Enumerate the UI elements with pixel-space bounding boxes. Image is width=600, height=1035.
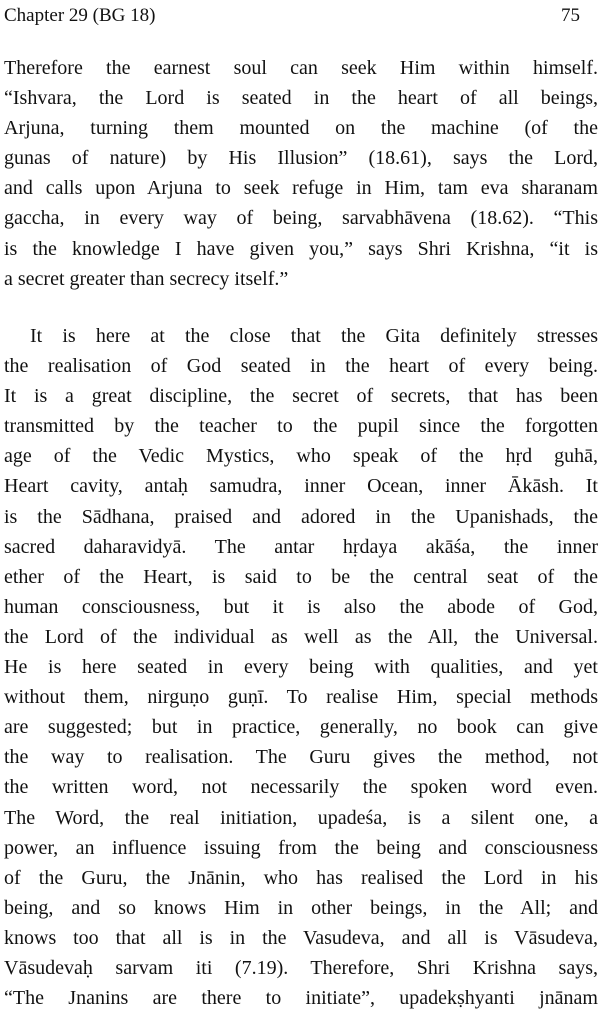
text-line: The Word, the real initiation, upadeśa, is a silent one, a	[4, 806, 598, 829]
text-line: knows too that all is in the Vasudeva, and all is Vāsudeva,	[4, 926, 598, 949]
text-line: power, an influence issuing from the being and consciousness	[4, 836, 598, 859]
page-number: 75	[561, 5, 580, 26]
text-line: Therefore the earnest soul can seek Him within himself.	[4, 57, 598, 79]
text-line: of the Guru, the Jnānin, who has realised the Lord in his	[4, 866, 598, 889]
text-line: It is here at the close that the Gita definitely stresses	[30, 325, 598, 347]
text-line: gunas of nature) by His Illusion” (18.61), says the Lord,	[4, 147, 598, 170]
text-line: human consciousness, but it is also the abode of God,	[4, 595, 598, 618]
text-line: the written word, not necessarily the spoken word even.	[4, 776, 598, 799]
text-line: “The Jnanins are there to initiate”, upadekṣhyanti jnānam	[4, 987, 598, 1010]
text-line: being, and so knows Him in other beings, in the All; and	[4, 896, 598, 919]
text-line: ether of the Heart, is said to be the central seat of the	[4, 565, 598, 588]
text-line: the realisation of God seated in the heart of every being.	[4, 355, 598, 378]
text-line: is the knowledge I have given you,” says Shri Krishna, “it is	[4, 237, 598, 260]
text-line: are suggested; but in practice, generally, no book can give	[4, 716, 598, 739]
text-line: Arjuna, turning them mounted on the machine (of the	[4, 117, 598, 140]
text-line: transmitted by the teacher to the pupil since the forgotten	[4, 415, 598, 438]
text-line: age of the Vedic Mystics, who speak of the hṛd guhā,	[4, 445, 598, 468]
text-line: Heart cavity, antaḥ samudra, inner Ocean, inner Ākāsh. It	[4, 475, 598, 498]
text-line: without them, nirguṇo guṇī. To realise Him, special methods	[4, 686, 598, 709]
text-line: the way to realisation. The Guru gives the method, not	[4, 746, 598, 769]
text-line: and calls upon Arjuna to seek refuge in Him, tam eva sharanam	[4, 177, 598, 200]
text-line: the Lord of the individual as well as the All, the Universal.	[4, 625, 598, 648]
text-line: gaccha, in every way of being, sarvabhāvena (18.62). “This	[4, 207, 598, 230]
text-line: It is a great discipline, the secret of secrets, that has been	[4, 385, 598, 408]
text-line: He is here seated in every being with qualities, and yet	[4, 656, 598, 679]
text-line: is the Sādhana, praised and adored in the Upanishads, the	[4, 505, 598, 528]
text-line: a secret greater than secrecy itself.”	[4, 267, 289, 290]
paragraph-1	[4, 53, 598, 294]
running-header	[4, 3, 580, 29]
paragraph-2	[4, 321, 598, 1013]
chapter-heading: Chapter 29 (BG 18)	[4, 5, 156, 26]
text-line: Vāsudevaḥ sarvam iti (7.19). Therefore, Shri Krishna says,	[4, 956, 598, 979]
text-line: “Ishvara, the Lord is seated in the heart of all beings,	[4, 87, 598, 110]
text-line: sacred daharavidyā. The antar hṛdaya akāśa, the inner	[4, 535, 598, 558]
